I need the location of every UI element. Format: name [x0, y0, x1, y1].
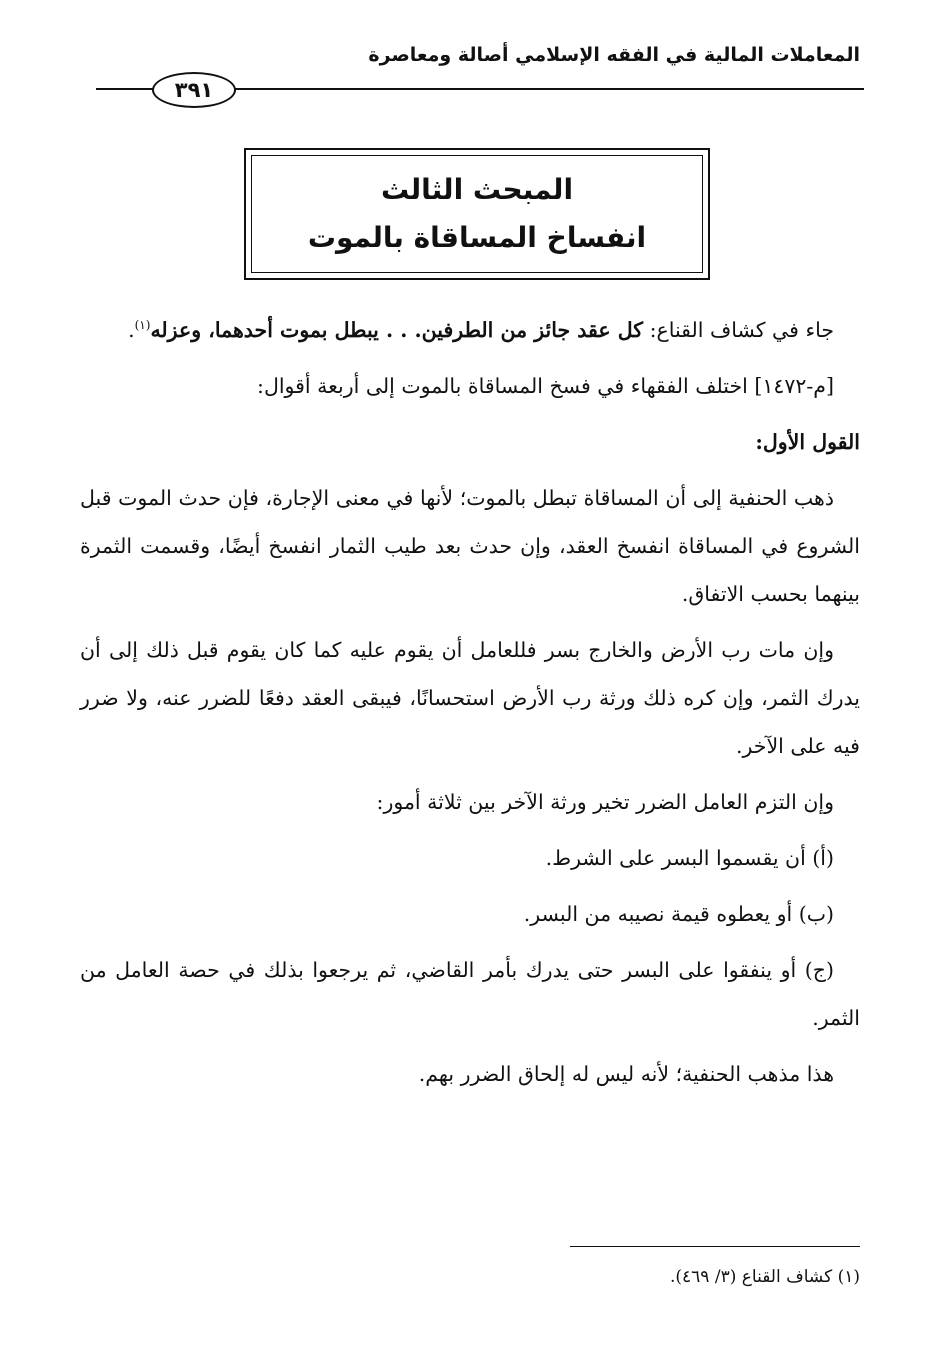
footnote-ref[interactable]: (١) — [134, 318, 151, 333]
paragraph-issue: [م-١٤٧٢] اختلف الفقهاء في فسخ المساقاة بالموت إلى أربعة أقوال: — [257, 374, 834, 398]
paragraph-end: . — [128, 318, 135, 342]
section-title: المبحث الثالث — [380, 173, 574, 206]
paragraph-hanafi: ذهب الحنفية إلى أن المساقاة تبطل بالموت؛ لأنها في معنى الإجارة، فإن حدث الموت قبل الشروع في المساقاة انفسخ العقد، وإن حدث بعد طيب الثمار انفسخ أيضًا، وقسمت الثمرة بينهما بحسب الاتفاق. — [80, 486, 860, 606]
option-c: (ج) أو ينفقوا على البسر حتى يدرك بأمر القاضي، ثم يرجعوا بذلك في حصة العامل من الثمر. — [80, 958, 860, 1030]
footnote-rule — [570, 1246, 860, 1247]
quoted-rule: كل عقد جائز من الطرفين. . . يبطل بموت أحدهما، وعزله — [150, 318, 644, 342]
paragraph-quote — [80, 306, 860, 354]
page-number-badge: ٣٩١ — [152, 72, 236, 108]
paragraph-landowner-death: وإن مات رب الأرض والخارج بسر فللعامل أن يقوم عليه كما كان يقوم قبل ذلك إلى أن يدرك الثمر، وإن كره ذلك ورثة رب الأرض استحسانًا، فيبقى العقد دفعًا للضرر عنه، ولا ضرر فيه على الآخر. — [80, 638, 860, 758]
paragraph-conclusion: هذا مذهب الحنفية؛ لأنه ليس له إلحاق الضرر بهم. — [418, 1062, 834, 1086]
option-a: (أ) أن يقسموا البسر على الشرط. — [545, 846, 834, 870]
body-text — [80, 306, 860, 1106]
option-b: (ب) أو يعطوه قيمة نصيبه من البسر. — [523, 902, 834, 926]
footnote-1: (١) كشاف القناع (٣/ ٤٦٩). — [669, 1267, 860, 1287]
section-title-frame — [244, 148, 710, 280]
running-header: المعاملات المالية في الفقه الإسلامي أصالة ومعاصرة — [368, 44, 860, 66]
section-title-block — [246, 150, 708, 278]
section-subtitle: انفساخ المساقاة بالموت — [307, 221, 647, 254]
heading-first-opinion: القول الأول: — [755, 430, 860, 454]
paragraph-lead: جاء في كشاف القناع: — [643, 318, 834, 342]
paragraph-three-options: وإن التزم العامل الضرر تخير ورثة الآخر بين ثلاثة أمور: — [376, 790, 834, 814]
